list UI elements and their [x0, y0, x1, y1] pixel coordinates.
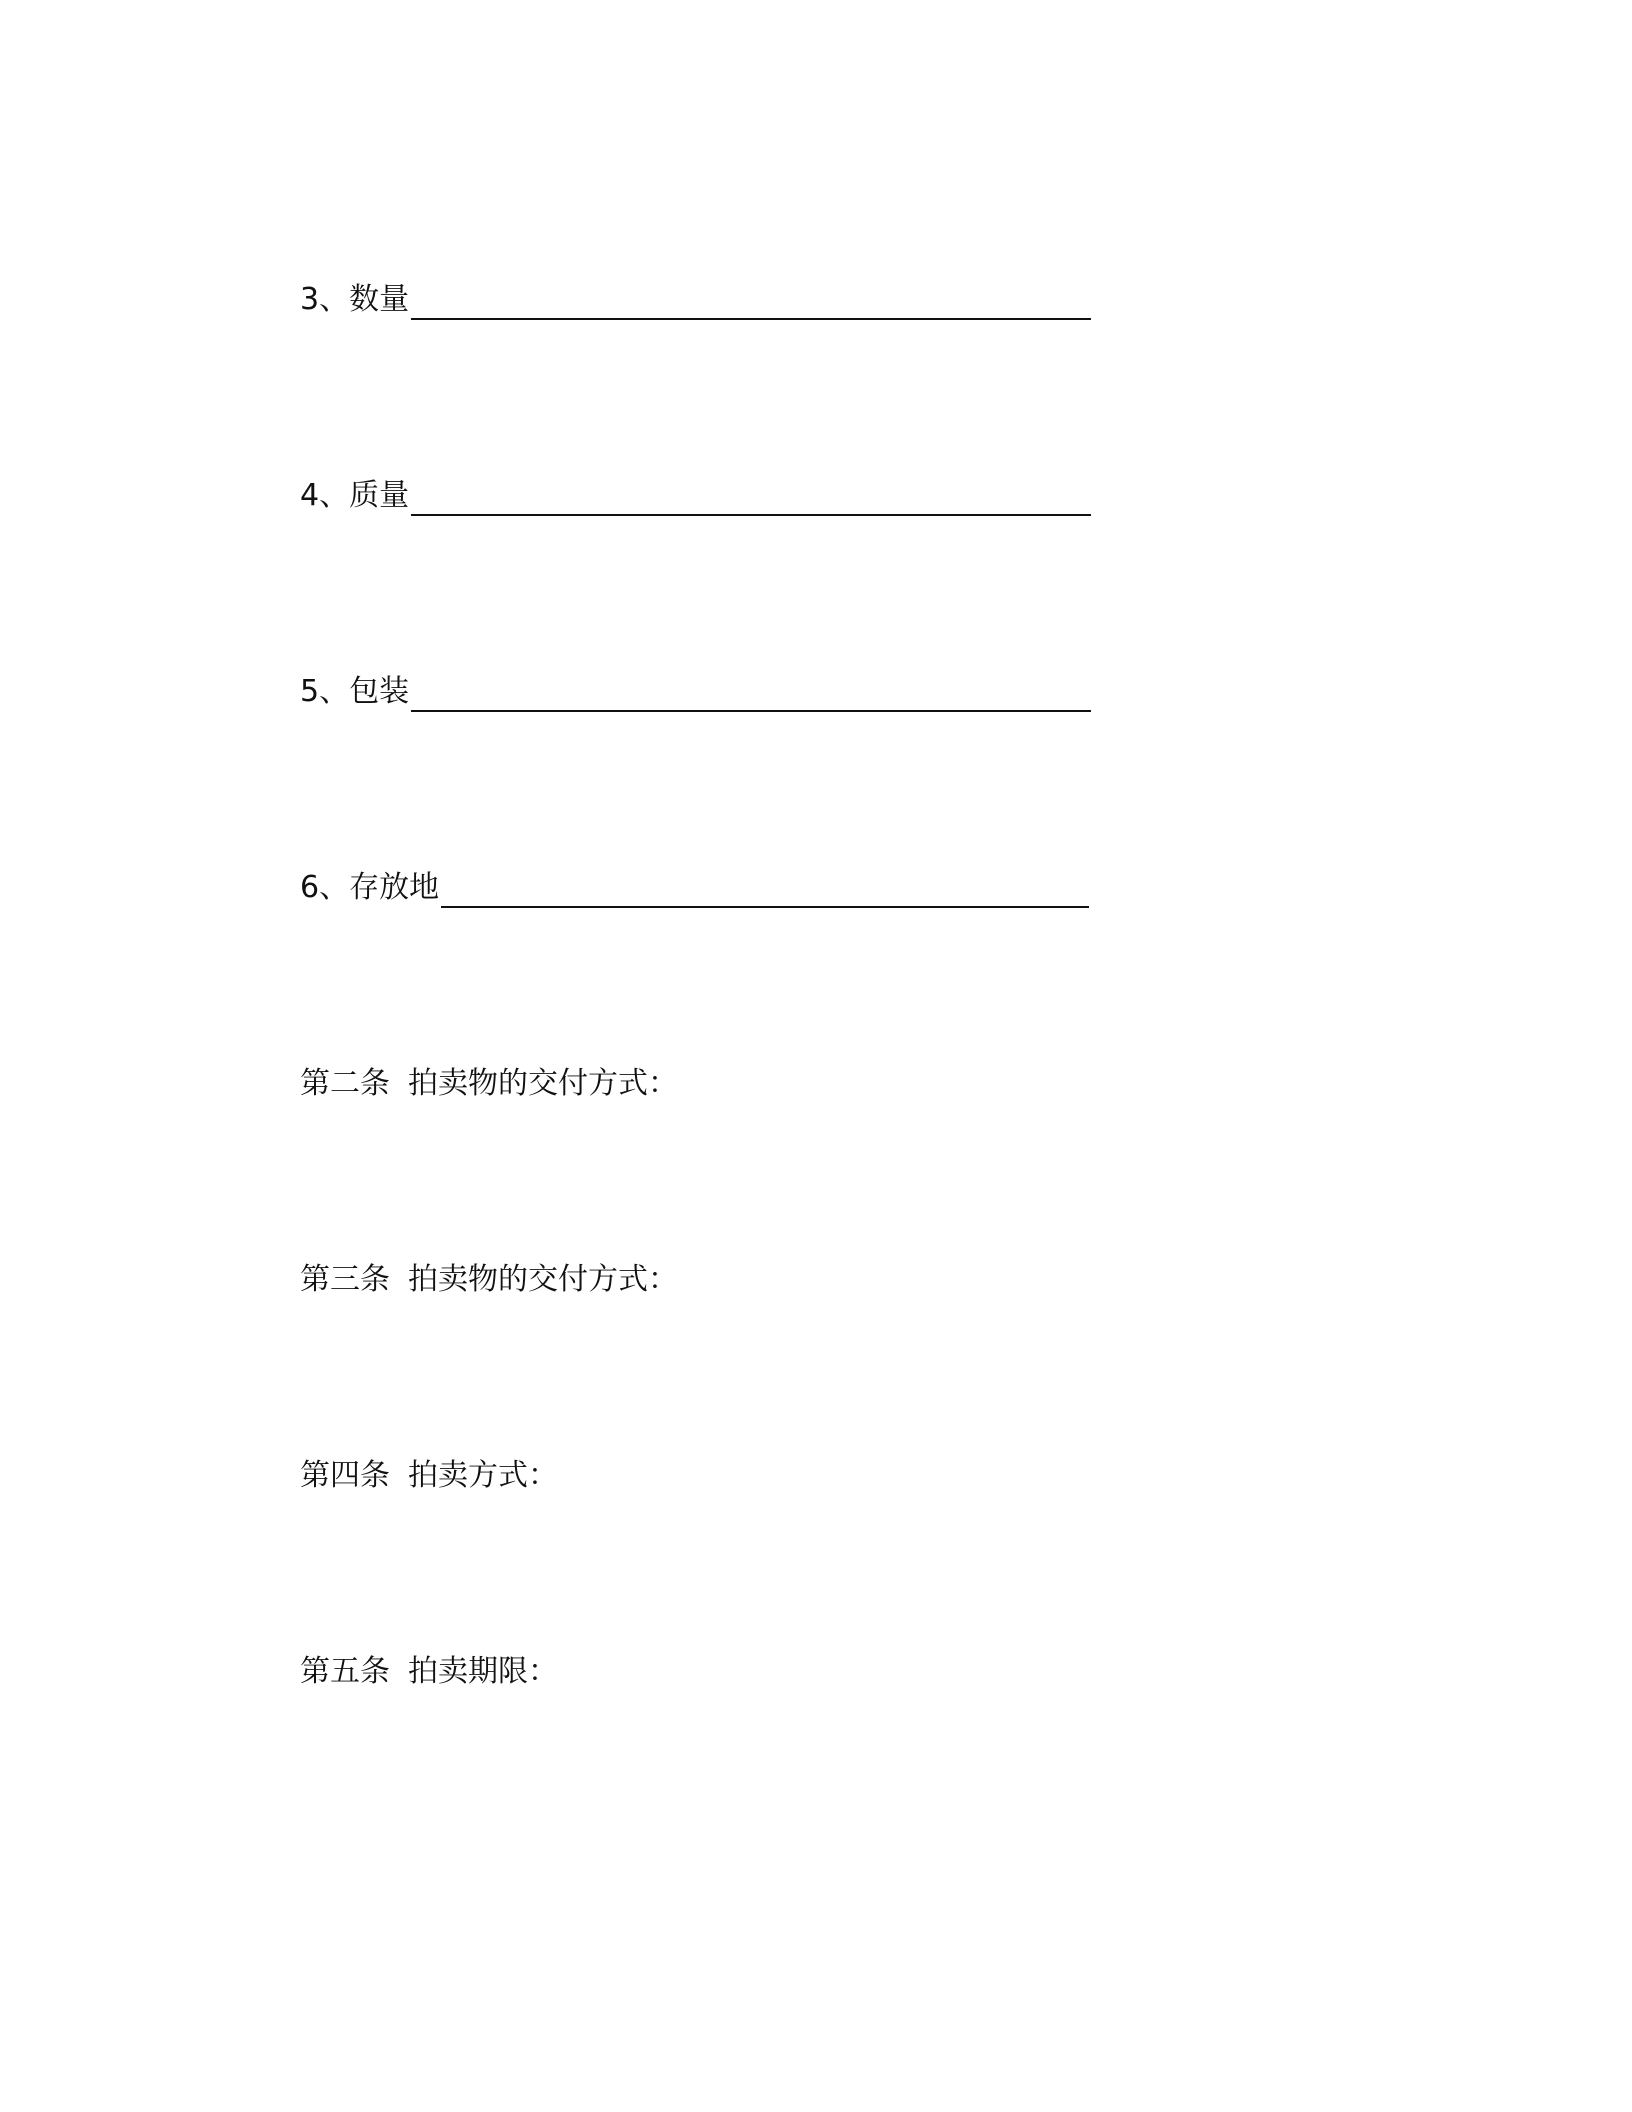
- item-label: 数量: [349, 282, 410, 317]
- quality-blank-line: [411, 478, 1091, 516]
- item-label: 存放地: [349, 870, 440, 905]
- packaging-blank-line: [411, 674, 1091, 712]
- item-number: 4、: [300, 478, 350, 513]
- article-four: [300, 1456, 558, 1496]
- article-number: 第二条: [300, 1066, 390, 1101]
- item-number: 3、: [300, 282, 350, 317]
- article-number: 第三条: [300, 1262, 390, 1297]
- item-storage-location: [300, 868, 1089, 908]
- item-label: 包装: [349, 674, 410, 709]
- article-label: 拍卖期限：: [408, 1654, 558, 1689]
- article-label: 拍卖物的交付方式：: [408, 1262, 678, 1297]
- article-label: 拍卖方式：: [408, 1458, 558, 1493]
- item-packaging: [300, 672, 1091, 712]
- article-number: 第五条: [300, 1654, 390, 1689]
- quantity-blank-line: [411, 282, 1091, 320]
- article-number: 第四条: [300, 1458, 390, 1493]
- item-quality: [300, 476, 1091, 516]
- storage-location-blank-line: [441, 870, 1089, 908]
- item-number: 5、: [300, 674, 350, 709]
- item-label: 质量: [349, 478, 410, 513]
- article-label: 拍卖物的交付方式：: [408, 1066, 678, 1101]
- article-two: [300, 1064, 678, 1104]
- article-five: [300, 1652, 558, 1692]
- article-three: [300, 1260, 678, 1300]
- item-number: 6、: [300, 870, 350, 905]
- item-quantity: [300, 280, 1091, 320]
